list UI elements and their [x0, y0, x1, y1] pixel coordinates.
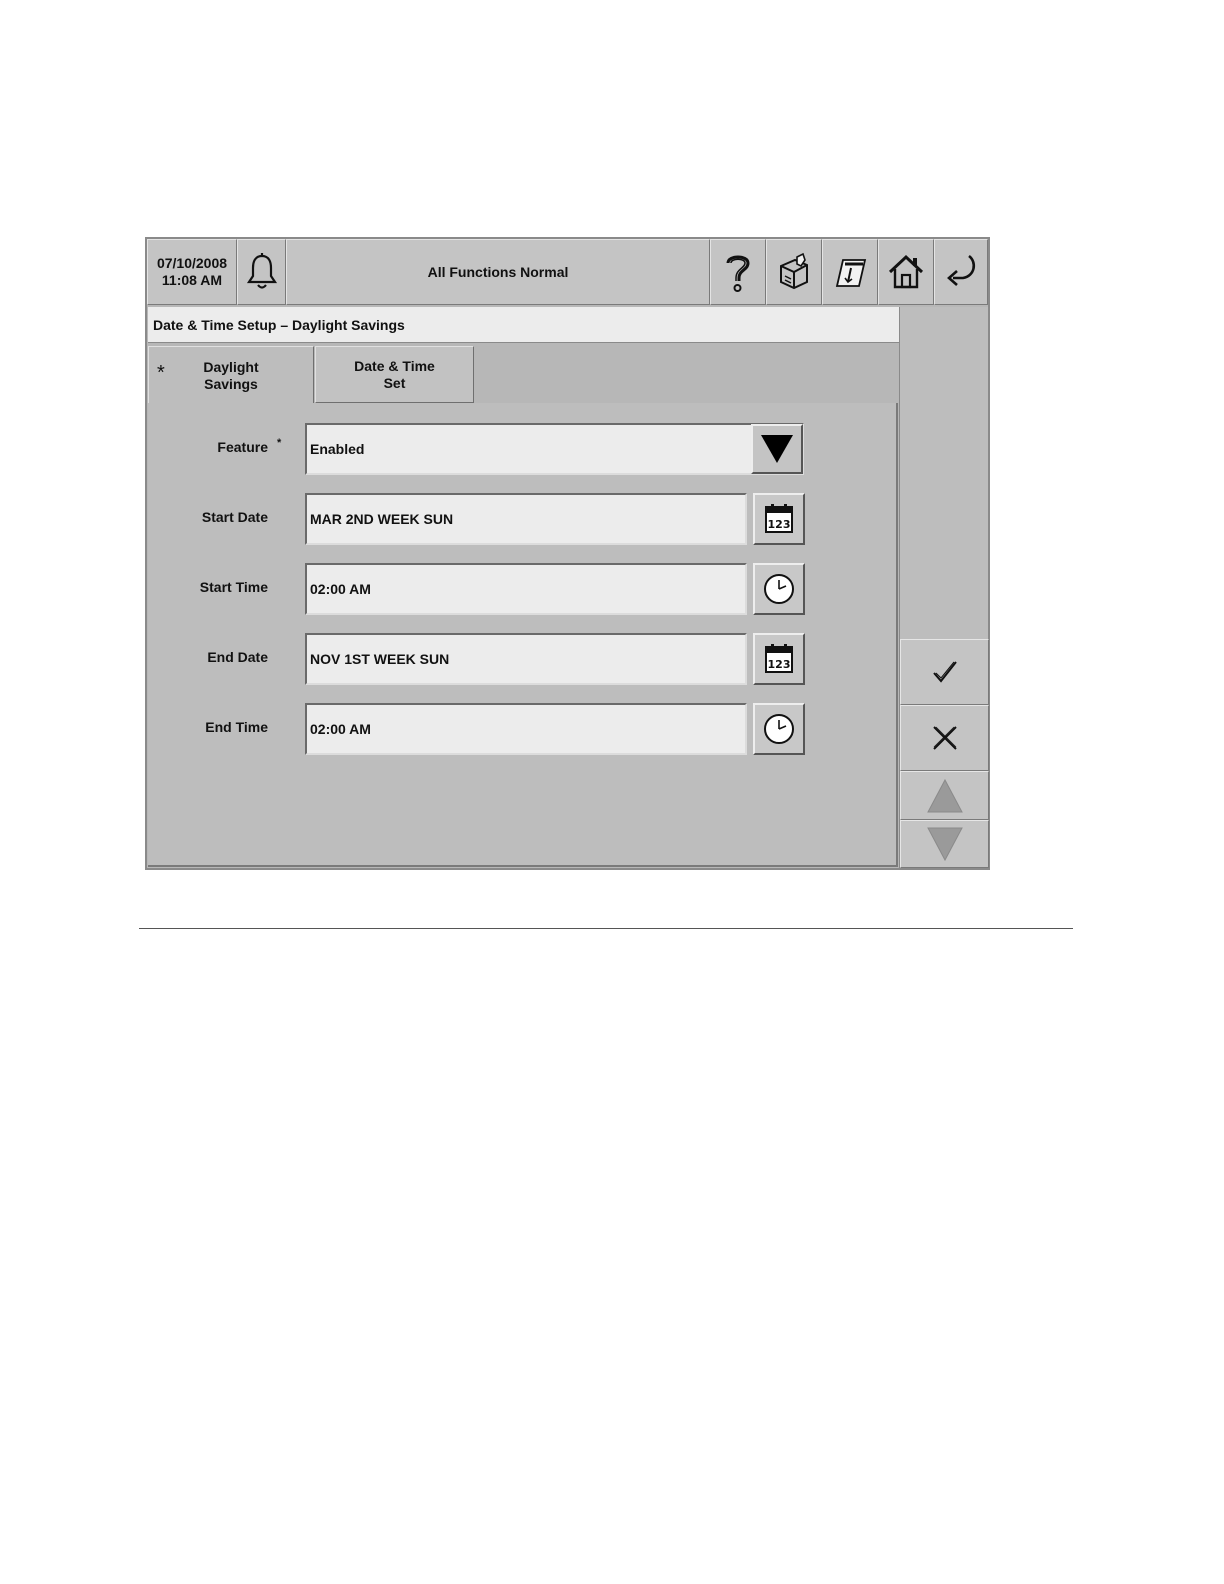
clock-icon — [762, 572, 796, 606]
calendar-glyph: 123 — [767, 518, 791, 531]
active-tab-marker: * — [157, 362, 165, 384]
start-date-field[interactable] — [305, 493, 747, 545]
end-time-value: 02:00 AM — [310, 721, 371, 737]
back-button[interactable] — [934, 239, 988, 305]
arrow-up-icon — [926, 778, 964, 814]
triangle-down-icon — [759, 433, 795, 465]
end-date-picker-button[interactable] — [753, 633, 805, 685]
scroll-down-button[interactable] — [900, 820, 989, 868]
accept-button[interactable] — [900, 639, 989, 705]
start-time-value: 02:00 AM — [310, 581, 371, 597]
end-date-value: NOV 1ST WEEK SUN — [310, 651, 450, 667]
start-time-picker-button[interactable] — [753, 563, 805, 615]
checkmark-icon — [930, 659, 960, 685]
end-date-field[interactable] — [305, 633, 747, 685]
application-screen — [145, 237, 990, 870]
tools-icon — [775, 252, 813, 292]
current-date: 07/10/2008 — [156, 255, 228, 271]
calendar-icon — [764, 644, 794, 674]
alarm-button[interactable] — [237, 239, 286, 305]
start-time-field[interactable] — [305, 563, 747, 615]
side-action-bar — [899, 307, 988, 868]
help-button[interactable] — [710, 239, 766, 305]
calendar-icon — [764, 504, 794, 534]
top-bar — [147, 239, 988, 305]
tab-daylight-savings[interactable] — [148, 346, 314, 404]
start-date-label: Start Date — [201, 509, 268, 525]
current-time: 11:08 AM — [161, 272, 223, 288]
tab-date-time-set[interactable] — [315, 346, 474, 403]
cancel-button[interactable] — [900, 705, 989, 771]
home-icon — [886, 252, 926, 292]
scroll-up-button[interactable] — [900, 771, 989, 820]
help-icon — [720, 251, 756, 293]
tab-label-line1: Daylight — [203, 358, 259, 375]
tab-label-line2: Savings — [204, 375, 258, 392]
settings-panel — [148, 403, 898, 867]
tools-button[interactable] — [766, 239, 822, 305]
calendar-glyph: 123 — [767, 658, 791, 671]
end-time-label: End Time — [205, 719, 268, 735]
start-time-label: Start Time — [199, 579, 268, 595]
required-marker: * — [277, 437, 282, 449]
home-button[interactable] — [878, 239, 934, 305]
feature-value: Enabled — [310, 441, 365, 457]
end-time-picker-button[interactable] — [753, 703, 805, 755]
tab-label-line1: Date & Time — [354, 357, 435, 374]
feature-label: Feature — [217, 439, 268, 455]
feature-dropdown[interactable] — [305, 423, 804, 475]
tab-label-line2: Set — [383, 374, 406, 391]
feature-dropdown-button[interactable] — [751, 424, 803, 474]
back-icon — [941, 252, 981, 292]
bell-icon — [244, 252, 280, 292]
printer-icon — [831, 252, 869, 292]
start-date-value: MAR 2ND WEEK SUN — [310, 511, 454, 527]
print-button[interactable] — [822, 239, 878, 305]
clock-icon — [762, 712, 796, 746]
start-date-picker-button[interactable] — [753, 493, 805, 545]
x-icon — [931, 724, 959, 752]
arrow-down-icon — [926, 826, 964, 862]
page-divider — [139, 928, 1073, 929]
end-date-label: End Date — [207, 649, 268, 665]
date-time-display — [147, 239, 237, 305]
status-message: All Functions Normal — [286, 239, 710, 305]
tab-strip — [148, 344, 899, 403]
end-time-field[interactable] — [305, 703, 747, 755]
breadcrumb: Date & Time Setup – Daylight Savings — [148, 307, 899, 343]
